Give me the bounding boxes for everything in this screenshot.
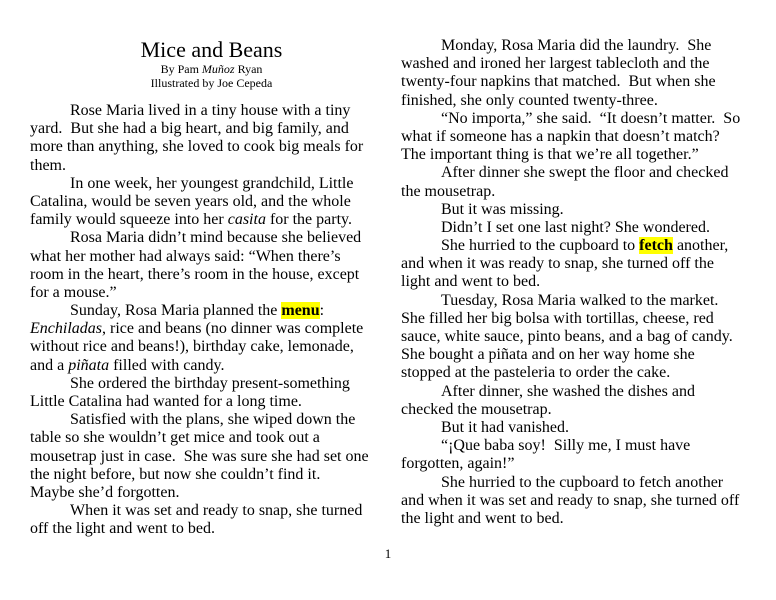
paragraph [401, 237, 759, 292]
text-run: Tuesday, Rosa Maria walked to the market. [441, 291, 719, 309]
text-run: yard. But she had a big heart, and big family, and [30, 120, 349, 138]
italic-text: piñata [68, 356, 110, 374]
text-run: for the party. [265, 211, 352, 229]
text-run: checked the mousetrap. [401, 400, 552, 418]
text-line [30, 157, 393, 175]
text-run: off the light and went to bed. [30, 520, 215, 538]
text-line [401, 383, 759, 401]
text-line [30, 357, 393, 375]
paragraph [401, 292, 759, 383]
text-run: Rosa Maria didn’t mind because she believed [70, 229, 362, 247]
paragraph [401, 164, 759, 200]
text-run: The important thing is that we’re all together.” [401, 146, 699, 164]
text-line [30, 320, 393, 338]
text-line [30, 375, 393, 393]
paragraph [401, 419, 759, 437]
text-run: family would squeeze into her [30, 211, 228, 229]
text-run: By Pam [160, 62, 202, 76]
text-run: filled with candy. [109, 356, 225, 374]
text-line [401, 92, 759, 110]
text-line [30, 429, 393, 447]
text-line [30, 520, 393, 538]
text-run: more than anything, she loved to cook big meals for [30, 138, 364, 156]
text-line [401, 455, 759, 473]
text-line [401, 437, 759, 455]
text-line [401, 492, 759, 510]
text-line [30, 193, 393, 211]
text-run: what if someone has a napkin that doesn’t match? [401, 127, 720, 145]
text-run: Sunday, Rosa Maria planned the [70, 302, 282, 320]
text-run: and when it was ready to snap, she turned off the [401, 255, 714, 273]
left-column-text [30, 102, 393, 539]
text-run: finished, she only counted twenty-three. [401, 91, 658, 109]
story-illustrator: Illustrated by Joe Cepeda [150, 76, 273, 90]
text-run: the light and went to bed. [401, 509, 564, 527]
left-column [30, 37, 393, 539]
paragraph [401, 37, 759, 110]
text-line [30, 338, 393, 356]
highlighted-word: fetch [639, 237, 673, 255]
text-line [30, 211, 393, 229]
text-run: Monday, Rosa Maria did the laundry. She [441, 37, 712, 54]
text-line [401, 110, 759, 128]
text-line [30, 120, 393, 138]
text-line [401, 328, 759, 346]
text-run: and a [30, 356, 69, 374]
highlighted-word: menu [281, 302, 320, 320]
text-line [401, 310, 759, 328]
text-run: forgotten, again!” [401, 455, 515, 473]
paragraph [30, 375, 393, 411]
paragraph [30, 175, 393, 230]
right-column [401, 37, 759, 539]
text-line [401, 37, 759, 55]
text-line [30, 284, 393, 302]
paragraph [30, 229, 393, 302]
text-line [30, 484, 393, 502]
text-run: sauce, white sauce, pinto beans, and a bag of candy. [401, 328, 733, 345]
text-line [401, 55, 759, 73]
text-line [30, 175, 393, 193]
paragraph [30, 502, 393, 538]
text-line [401, 273, 759, 291]
text-line [401, 237, 759, 255]
text-run: Little Catalina had wanted for a long time. [30, 393, 302, 410]
text-run: Satisfied with the plans, she wiped down the [70, 411, 356, 429]
text-run: stopped at the pasteleria to order the cake. [401, 364, 671, 382]
paragraph [401, 110, 759, 165]
text-run: She hurried to the cupboard to [441, 237, 640, 255]
text-run: Maybe she’d forgotten. [30, 483, 180, 501]
text-line [30, 248, 393, 266]
italic-text: Enchiladas [30, 320, 102, 338]
text-line [30, 102, 393, 120]
story-header [30, 37, 393, 90]
text-line [401, 401, 759, 419]
text-line [401, 346, 759, 364]
story-byline [30, 62, 393, 76]
text-run: In one week, her youngest grandchild, Little [70, 174, 354, 192]
text-run: “¡Que baba soy! Silly me, I must have [441, 437, 691, 455]
text-run: table so she wouldn’t get mice and took out a [30, 429, 320, 447]
text-run: After dinner, she washed the dishes and [441, 382, 695, 400]
text-run: the mousetrap. [401, 182, 496, 200]
text-line [401, 146, 759, 164]
text-run: what her mother had always said: “When there’s [30, 247, 341, 265]
text-line [401, 364, 759, 382]
text-run: She filled her big bolsa with tortillas, cheese, red [401, 309, 714, 327]
text-run: , rice and beans (no dinner was complete [102, 320, 364, 338]
text-line [30, 266, 393, 284]
text-run: After dinner she swept the floor and checked [441, 164, 729, 182]
text-run: : [319, 302, 325, 320]
text-line [401, 164, 759, 182]
text-run: When it was set and ready to snap, she turned [70, 502, 363, 520]
text-line [30, 448, 393, 466]
text-line [401, 510, 759, 528]
text-run: room in the heart, there’s room in the house, except [30, 265, 360, 283]
text-run: light and went to bed. [401, 273, 541, 291]
text-line [401, 474, 759, 492]
text-run: another, [672, 237, 729, 255]
paragraph [30, 411, 393, 502]
paragraph [401, 383, 759, 419]
text-line [30, 302, 393, 320]
text-line [401, 201, 759, 219]
text-run: and when it was set and ready to snap, she turned off [401, 491, 740, 509]
paragraph [401, 219, 759, 237]
text-run: She hurried to the cupboard to fetch another [441, 473, 724, 491]
text-line [30, 502, 393, 520]
text-line [401, 292, 759, 310]
text-run: “No importa,” she said. “It doesn’t matter. So [441, 109, 741, 127]
text-line [30, 411, 393, 429]
text-line [401, 128, 759, 146]
text-run: Catalina, would be seven years old, and the whole [30, 192, 351, 210]
paragraph [401, 474, 759, 529]
text-line [401, 255, 759, 273]
text-run: But it had vanished. [441, 418, 569, 436]
text-line [401, 419, 759, 437]
italic-text: casita [227, 211, 266, 229]
text-run: twenty-four napkins that matched. But when she [401, 73, 716, 91]
text-run: Ryan [234, 62, 263, 76]
text-line [401, 219, 759, 237]
text-run: mousetrap just in case. She was sure she had set one [30, 447, 369, 465]
italic-text: Muñoz [201, 62, 235, 76]
paragraph [30, 102, 393, 175]
text-run: She ordered the birthday present-something [70, 374, 350, 392]
text-run: the night before, but now she couldn’t find it. [30, 465, 321, 483]
text-run: Didn’t I set one last night? She wondered. [441, 218, 710, 236]
text-line [30, 229, 393, 247]
text-run: without rice and beans!), birthday cake, lemonade, [30, 338, 354, 356]
text-run: them. [30, 156, 66, 174]
right-column-text [401, 37, 759, 528]
text-run: for a mouse.” [30, 283, 117, 301]
text-line [30, 393, 393, 411]
story-title: Mice and Beans [140, 37, 283, 62]
text-line [30, 138, 393, 156]
page-number: 1 [384, 546, 392, 561]
text-run: washed and ironed her largest tablecloth and the [401, 55, 710, 73]
paragraph [401, 437, 759, 473]
text-run: But it was missing. [441, 200, 564, 218]
text-run: Rose Maria lived in a tiny house with a tiny [70, 102, 351, 119]
text-line [30, 466, 393, 484]
text-run: She bought a piñata and on her way home she [401, 346, 695, 364]
text-line [401, 183, 759, 201]
paragraph [401, 201, 759, 219]
paragraph [30, 302, 393, 375]
text-line [401, 73, 759, 91]
